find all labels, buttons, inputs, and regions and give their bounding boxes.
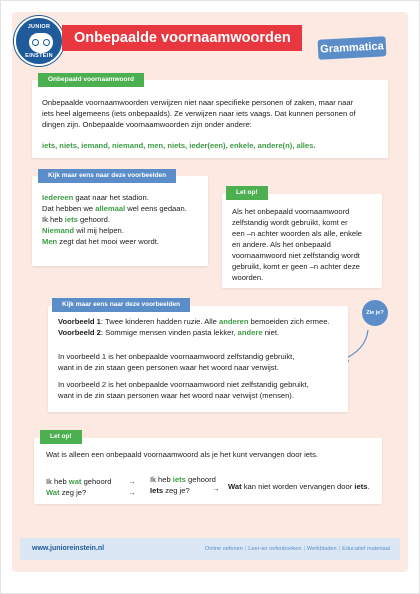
footer-link-online-oefenen[interactable]: Online oefenen bbox=[204, 546, 243, 552]
tip-text-part: gehoord bbox=[185, 475, 216, 484]
example-keyword: iets bbox=[64, 215, 78, 224]
tip-column-2 bbox=[150, 474, 216, 496]
page-title: Onbepaalde voornaamwoorden bbox=[74, 30, 291, 46]
example-label: Voorbeeld 1 bbox=[58, 317, 101, 326]
footer-link-werkbladen[interactable]: Werkbladen bbox=[306, 546, 337, 552]
note-tab: Let op! bbox=[226, 186, 268, 200]
pronoun-list: iets, niets, iemand, niemand, men, niets, ieder(een), enkele, andere(n), alles. bbox=[42, 141, 316, 150]
logo-text-bottom: EINSTEIN bbox=[25, 53, 53, 59]
junior-einstein-logo[interactable] bbox=[14, 16, 64, 66]
example-keyword: anderen bbox=[218, 317, 249, 326]
intro-text bbox=[42, 97, 356, 130]
explanation-line: want in de zin staan personen waar het woord naar verwijst (mensen). bbox=[58, 391, 294, 400]
example-row bbox=[42, 214, 187, 225]
examples-explained-tab: Kijk maar eens naar deze voorbeelden bbox=[52, 298, 190, 312]
tip-column-1 bbox=[46, 476, 111, 498]
example-keyword: andere bbox=[237, 328, 263, 337]
example-keyword: Niemand bbox=[42, 226, 75, 235]
example-keyword: Iedereen bbox=[42, 193, 74, 202]
tip-row bbox=[150, 485, 216, 496]
tip-keyword: wat bbox=[68, 477, 82, 486]
note-line: en andere. Als het onbepaald bbox=[232, 240, 331, 249]
explanation-line: In voorbeeld 1 is het onbepaalde voornaamwoord zelfstandig gebruikt, bbox=[58, 352, 295, 361]
logo-eye-icon bbox=[43, 39, 50, 46]
example-2 bbox=[58, 327, 279, 338]
subject-tag: Grammatica bbox=[318, 36, 387, 60]
tip-keyword: Iets bbox=[150, 486, 164, 495]
tip-keyword: Wat bbox=[228, 482, 242, 491]
note-line: een –n achter woorden als alle, enkele bbox=[232, 229, 363, 238]
note-line: gebruikt, komt er geen –n achter deze bbox=[232, 262, 360, 271]
logo-face-icon bbox=[29, 33, 53, 53]
logo-eye-icon bbox=[32, 39, 39, 46]
example-row bbox=[42, 203, 187, 214]
explanation-1 bbox=[58, 351, 294, 373]
website-link[interactable]: www.junioreinstein.nl bbox=[32, 545, 105, 552]
tip-keyword: iets bbox=[354, 482, 368, 491]
intro-line: Onbepaalde voornaamwoorden verwijzen niet naar specifieke personen of zaken, maar naar bbox=[42, 98, 354, 107]
examples-list bbox=[42, 192, 187, 247]
tip-keyword: Wat bbox=[46, 488, 60, 497]
footer-separator: | bbox=[244, 546, 247, 552]
intro-line: iets heel algemeens (iets onbepaalds). Ze verwijzen naar iets vaags. Dat kunnen personen of bbox=[42, 109, 356, 118]
example-label: Voorbeeld 2 bbox=[58, 328, 101, 337]
example-text: gehoord. bbox=[77, 215, 110, 224]
tip-row bbox=[150, 474, 216, 485]
tip-text-part: kan niet worden vervangen door bbox=[241, 482, 355, 491]
examples-explained-card bbox=[48, 306, 348, 412]
example-text: bemoeiden zich ermee. bbox=[248, 317, 330, 326]
tip-tab: Let op! bbox=[40, 430, 82, 444]
tip-text-part: gehoord bbox=[81, 477, 112, 486]
explanation-2 bbox=[58, 379, 309, 401]
example-text: gaat naar het stadion. bbox=[73, 193, 149, 202]
tip-text: Wat is alleen een onbepaald voornaamwoord als je het kunt vervangen door iets. bbox=[46, 450, 318, 459]
explanation-line: want in de zin staan geen personen waar het woord naar verwijst. bbox=[58, 363, 279, 372]
note-text bbox=[232, 206, 362, 283]
tip-text-part: Ik heb bbox=[46, 477, 69, 486]
footer-separator: | bbox=[338, 546, 341, 552]
note-line: zelfstandig wordt gebruikt, komt er bbox=[232, 218, 348, 227]
examples-tab: Kijk maar eens naar deze voorbeelden bbox=[38, 169, 176, 183]
example-text: zegt dat het mooi weer wordt. bbox=[57, 237, 159, 246]
example-keyword: Men bbox=[42, 237, 58, 246]
intro-tab: Onbepaald voornaamwoord bbox=[38, 73, 144, 87]
example-row bbox=[42, 225, 187, 236]
example-text: Ik heb bbox=[42, 215, 65, 224]
note-line: Als het onbepaald voornaamwoord bbox=[232, 207, 350, 216]
example-text: niet. bbox=[262, 328, 280, 337]
tip-keyword: iets bbox=[172, 475, 186, 484]
tip-row bbox=[46, 476, 111, 487]
footer-link-oefenboeken[interactable]: Leer-en oefenboeken bbox=[248, 546, 302, 552]
note-card bbox=[222, 194, 382, 288]
zie-je-bubble: Zie je? bbox=[362, 300, 388, 326]
footer-link-educatief-materiaal[interactable]: Educatief materiaal bbox=[342, 546, 390, 552]
example-text: Dat hebben we bbox=[42, 204, 96, 213]
tip-text-part: Ik heb bbox=[150, 475, 173, 484]
footer-links bbox=[205, 538, 390, 560]
tip-text-part: zeg je? bbox=[59, 488, 87, 497]
arrow-icon: → bbox=[212, 484, 220, 493]
logo-text-top: JUNIOR bbox=[27, 24, 51, 30]
arrow-icon: → bbox=[128, 477, 136, 486]
tip-text-part: . bbox=[367, 482, 370, 491]
example-1 bbox=[58, 316, 330, 327]
tip-conclusion bbox=[228, 481, 370, 492]
intro-card bbox=[32, 80, 388, 158]
intro-line: dingen zijn. Onbepaalde voornaamwoorden zijn onder andere: bbox=[42, 120, 252, 129]
example-text: wil mij helpen. bbox=[74, 226, 124, 235]
examples-card bbox=[32, 176, 208, 266]
example-text: wel eens gedaan. bbox=[125, 204, 187, 213]
example-keyword: allemaal bbox=[95, 204, 126, 213]
note-line: woorden. bbox=[232, 273, 264, 282]
example-row bbox=[42, 192, 187, 203]
footer-bar bbox=[20, 538, 400, 560]
explanation-line: In voorbeeld 2 is het onbepaalde voornaamwoord niet zelfstandig gebruikt, bbox=[58, 380, 309, 389]
example-row bbox=[42, 236, 187, 247]
tip-row bbox=[46, 487, 111, 498]
example-text: : Sommige mensen vinden pasta lekker, bbox=[100, 328, 238, 337]
title-band bbox=[62, 25, 302, 51]
tip-card bbox=[34, 438, 382, 504]
footer-separator: | bbox=[303, 546, 305, 552]
note-line: voornaamwoord niet zelfstandig wordt bbox=[232, 251, 360, 260]
arrow-icon: → bbox=[128, 488, 136, 497]
tip-text-part: zeg je? bbox=[163, 486, 190, 495]
example-text: : Twee kinderen hadden ruzie. Alle bbox=[100, 317, 219, 326]
